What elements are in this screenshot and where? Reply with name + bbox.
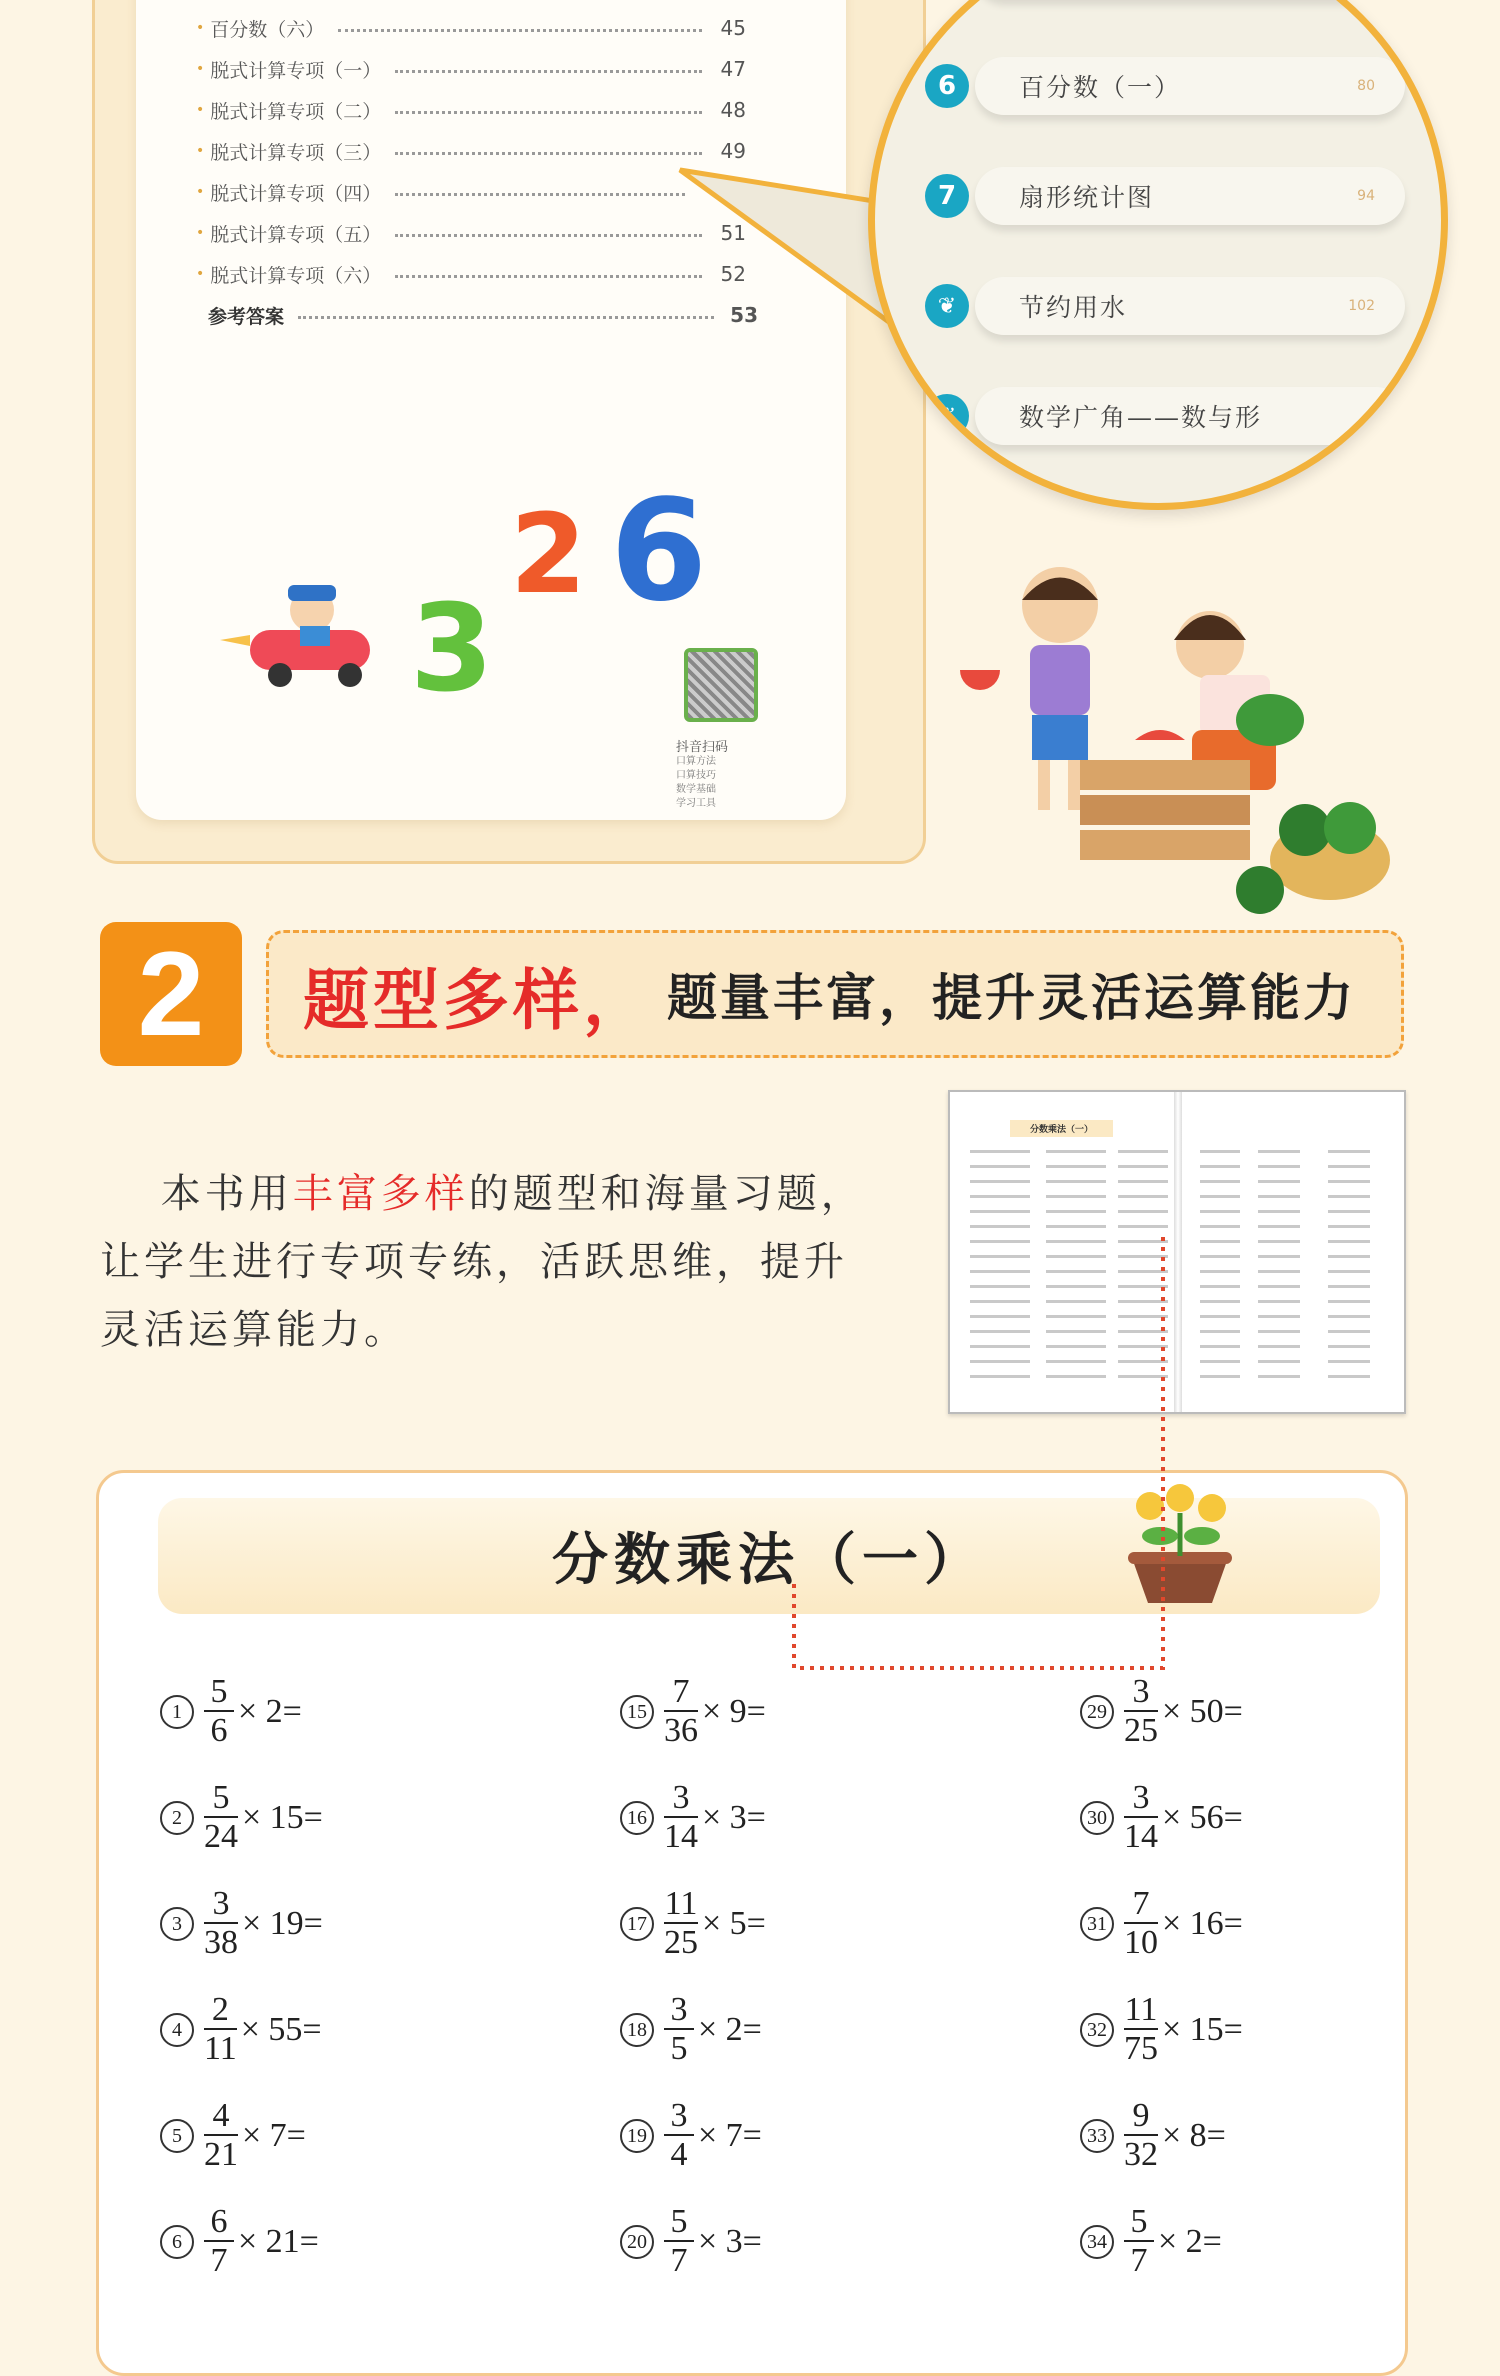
mini-problem-line xyxy=(970,1255,1030,1258)
problem-item xyxy=(1080,1990,1243,2070)
problem-item xyxy=(1080,1672,1243,1752)
magnifier-circle xyxy=(868,0,1448,510)
mini-problem-line xyxy=(1046,1195,1106,1198)
fraction-numerator: 11 xyxy=(664,1885,698,1922)
book-fold xyxy=(1174,1092,1182,1412)
bullet-icon: • xyxy=(196,266,205,282)
mini-problem-line xyxy=(1328,1270,1370,1273)
problem-number: 30 xyxy=(1080,1801,1114,1835)
problem-number: 2 xyxy=(160,1801,194,1835)
problem-item xyxy=(1080,2096,1226,2176)
mini-problem-line xyxy=(1046,1255,1106,1258)
number-6-icon: 6 xyxy=(610,470,708,633)
magnifier-row-title: 扇形统计图 xyxy=(1019,183,1155,212)
problem-number: 3 xyxy=(160,1907,194,1941)
problem-item xyxy=(620,2202,762,2282)
mini-problem-line xyxy=(1258,1345,1300,1348)
mini-problem-line xyxy=(1258,1165,1300,1168)
toc-item-page: 52 xyxy=(720,262,746,286)
fraction-denominator: 25 xyxy=(664,1924,698,1961)
mini-problem-line xyxy=(1046,1345,1106,1348)
fraction-denominator: 7 xyxy=(1130,2242,1148,2279)
mini-problem-line xyxy=(970,1330,1030,1333)
mini-problem-line xyxy=(1258,1300,1300,1303)
qr-feature-list xyxy=(676,755,766,811)
mini-problem-line xyxy=(970,1315,1030,1318)
mini-problem-line xyxy=(970,1300,1030,1303)
bullet-icon: • xyxy=(196,61,205,77)
mini-problem-line xyxy=(1118,1255,1168,1258)
mini-problem-line xyxy=(1118,1345,1168,1348)
mini-problem-line xyxy=(1258,1360,1300,1363)
mini-problem-line xyxy=(970,1240,1030,1243)
flower-pot-icon xyxy=(1120,1478,1240,1608)
mini-problem-line xyxy=(970,1285,1030,1288)
fraction-denominator: 5 xyxy=(670,2030,688,2067)
problem-item xyxy=(620,1990,762,2070)
fraction-denominator: 21 xyxy=(204,2136,238,2173)
fraction-denominator: 11 xyxy=(204,2030,237,2067)
fraction xyxy=(204,1780,238,1856)
toc-item-page: 49 xyxy=(720,139,746,163)
fraction-numerator: 3 xyxy=(672,1779,690,1816)
mini-problem-line xyxy=(1200,1240,1240,1243)
intro-text-2: 的题型和海量习题，让学生进行专项专练，活跃思维，提升灵活运算能力。 xyxy=(100,1171,865,1353)
mini-problem-line xyxy=(1046,1210,1106,1213)
mini-problem-line xyxy=(1118,1285,1168,1288)
problem-expression: × 3= xyxy=(698,2223,762,2260)
fraction-numerator: 3 xyxy=(1132,1673,1150,1710)
number-3-icon: 3 xyxy=(410,580,494,719)
mini-problem-line xyxy=(1046,1285,1106,1288)
magnifier-row-page: 102 xyxy=(1348,298,1375,314)
mini-problem-line xyxy=(1118,1360,1168,1363)
fraction-denominator: 14 xyxy=(664,1818,698,1855)
fraction-numerator: 3 xyxy=(1132,1779,1150,1816)
fraction xyxy=(1124,1674,1158,1750)
number-2-icon: 2 xyxy=(510,490,587,618)
fraction-numerator: 9 xyxy=(1132,2097,1150,2134)
problem-item xyxy=(160,2096,306,2176)
mini-problem-line xyxy=(1258,1240,1300,1243)
mini-problem-line xyxy=(1118,1225,1168,1228)
magnifier-row-title: 节约用水 xyxy=(1019,293,1128,322)
fraction xyxy=(204,1992,237,2068)
fraction xyxy=(1124,2204,1154,2280)
fraction-numerator: 11 xyxy=(1124,1991,1158,2028)
mini-problem-line xyxy=(1328,1165,1370,1168)
problem-expression: × 56= xyxy=(1162,1799,1243,1836)
mini-problem-line xyxy=(1200,1165,1240,1168)
mini-problem-line xyxy=(1258,1195,1300,1198)
fraction-denominator: 14 xyxy=(1124,1818,1158,1855)
fraction-numerator: 7 xyxy=(1132,1885,1150,1922)
mini-problem-line xyxy=(1328,1195,1370,1198)
problem-expression: × 5= xyxy=(702,1905,766,1942)
mini-problem-line xyxy=(970,1270,1030,1273)
problem-number: 33 xyxy=(1080,2119,1114,2153)
problem-item xyxy=(620,1778,766,1858)
worksheet-title: 分数乘法（一） xyxy=(552,1528,986,1593)
problem-number: 5 xyxy=(160,2119,194,2153)
fraction-numerator: 6 xyxy=(210,2203,228,2240)
fraction xyxy=(204,2204,234,2280)
mini-problem-line xyxy=(1200,1375,1240,1378)
toc-item-title: 脱式计算专项（四） xyxy=(210,182,382,205)
mini-problem-line xyxy=(970,1360,1030,1363)
problem-item xyxy=(1080,1778,1243,1858)
mini-problem-line xyxy=(1328,1375,1370,1378)
mini-problem-line xyxy=(1328,1315,1370,1318)
problem-number: 29 xyxy=(1080,1695,1114,1729)
problem-number: 6 xyxy=(160,2225,194,2259)
mini-problem-line xyxy=(1328,1300,1370,1303)
mini-problem-line xyxy=(1046,1150,1106,1153)
fraction xyxy=(1124,1992,1158,2068)
mini-problem-line xyxy=(1046,1270,1106,1273)
fraction-numerator: 5 xyxy=(212,1779,230,1816)
problem-item xyxy=(620,1672,766,1752)
mini-problem-line xyxy=(1328,1240,1370,1243)
mini-problem-line xyxy=(1046,1330,1106,1333)
problem-number: 17 xyxy=(620,1907,654,1941)
mini-problem-line xyxy=(1200,1285,1240,1288)
mini-problem-line xyxy=(1046,1165,1106,1168)
toc-item-title: 脱式计算专项（五） xyxy=(210,223,382,246)
bullet-icon: • xyxy=(196,225,205,241)
problem-number: 20 xyxy=(620,2225,654,2259)
toc-item-title: 脱式计算专项（一） xyxy=(210,59,382,82)
problem-item xyxy=(620,1884,766,1964)
problem-number: 1 xyxy=(160,1695,194,1729)
fraction xyxy=(1124,1886,1158,1962)
mini-problem-line xyxy=(1200,1195,1240,1198)
problem-expression: × 19= xyxy=(242,1905,323,1942)
mini-problem-line xyxy=(1200,1255,1240,1258)
problem-item xyxy=(160,1672,302,1752)
fraction-numerator: 5 xyxy=(670,2203,688,2240)
mini-problem-line xyxy=(1258,1285,1300,1288)
mini-problem-line xyxy=(1328,1345,1370,1348)
number-characters-illustration xyxy=(220,470,740,740)
problem-number: 31 xyxy=(1080,1907,1114,1941)
mini-problem-line xyxy=(1118,1315,1168,1318)
mini-problem-line xyxy=(1200,1300,1240,1303)
problem-expression: × 21= xyxy=(238,2223,319,2260)
fraction-denominator: 36 xyxy=(664,1712,698,1749)
intro-highlight: 丰富多样 xyxy=(292,1171,469,1217)
problem-item xyxy=(1080,2202,1222,2282)
mini-problem-line xyxy=(1046,1315,1106,1318)
qr-feature-item: 数学基础 xyxy=(676,784,716,795)
chapter-number-badge: 7 xyxy=(925,174,969,218)
problem-item xyxy=(160,1778,323,1858)
problem-expression: × 15= xyxy=(242,1799,323,1836)
problem-item xyxy=(1080,1884,1243,1964)
problem-expression: × 8= xyxy=(1162,2117,1226,2154)
toc-item-title: 脱式计算专项（二） xyxy=(210,100,382,123)
bullet-icon: • xyxy=(196,184,205,200)
fraction xyxy=(664,2204,694,2280)
mini-problem-line xyxy=(1118,1150,1168,1153)
magnifier-row-title: 百分数（一） xyxy=(1019,73,1182,102)
mini-problem-line xyxy=(1328,1255,1370,1258)
fraction-denominator: 6 xyxy=(210,1712,228,1749)
intro-paragraph xyxy=(100,1160,870,1364)
toc-item-page: 51 xyxy=(720,221,746,245)
problem-number: 4 xyxy=(160,2013,194,2047)
mini-page-title: 分数乘法（一） xyxy=(1010,1120,1113,1137)
mini-problem-line xyxy=(1046,1240,1106,1243)
fraction xyxy=(664,1886,698,1962)
fraction-denominator: 4 xyxy=(670,2136,688,2173)
problem-item xyxy=(160,2202,319,2282)
mini-problem-line xyxy=(1046,1300,1106,1303)
mini-problem-line xyxy=(1258,1150,1300,1153)
problem-expression: × 50= xyxy=(1162,1693,1243,1730)
magnifier-row-page: 94 xyxy=(1357,188,1375,204)
toc-item-page: 53 xyxy=(730,303,758,327)
mini-problem-line xyxy=(1118,1195,1168,1198)
fraction xyxy=(664,1674,698,1750)
problem-expression: × 2= xyxy=(698,2011,762,2048)
qr-code-image[interactable] xyxy=(684,648,758,722)
magnifier-row-page: 80 xyxy=(1357,78,1375,94)
mini-problem-line xyxy=(1118,1210,1168,1213)
mini-problem-line xyxy=(1200,1330,1240,1333)
problem-item xyxy=(160,1884,323,1964)
magnifier-row-title: 数学广角——数与形 xyxy=(1019,403,1263,432)
mini-problem-line xyxy=(1258,1315,1300,1318)
mini-problem-line xyxy=(970,1180,1030,1183)
problem-number: 32 xyxy=(1080,2013,1114,2047)
sprout-icon: ❦ xyxy=(925,394,969,438)
mini-problem-line xyxy=(970,1225,1030,1228)
fraction-denominator: 10 xyxy=(1124,1924,1158,1961)
qr-caption: 抖音扫码 xyxy=(676,740,729,755)
mini-problem-line xyxy=(1200,1315,1240,1318)
mini-problem-line xyxy=(970,1345,1030,1348)
fraction xyxy=(1124,2098,1158,2174)
toc-item-page: 48 xyxy=(720,98,746,122)
mini-problem-line xyxy=(1200,1210,1240,1213)
problem-expression: × 15= xyxy=(1162,2011,1243,2048)
fraction-numerator: 2 xyxy=(211,1991,229,2028)
fraction-denominator: 25 xyxy=(1124,1712,1158,1749)
mini-problem-line xyxy=(1118,1180,1168,1183)
fraction-numerator: 7 xyxy=(672,1673,690,1710)
problem-expression: × 2= xyxy=(1158,2223,1222,2260)
fraction-denominator: 7 xyxy=(210,2242,228,2279)
problem-expression: × 7= xyxy=(242,2117,306,2154)
problem-expression: × 7= xyxy=(698,2117,762,2154)
problem-item xyxy=(620,2096,762,2176)
mini-problem-line xyxy=(1200,1225,1240,1228)
fraction-numerator: 5 xyxy=(210,1673,228,1710)
mini-problem-line xyxy=(1046,1375,1106,1378)
mini-problem-line xyxy=(1258,1210,1300,1213)
intro-text-1: 本书用 xyxy=(160,1171,293,1217)
mini-problem-line xyxy=(1046,1180,1106,1183)
toc-item-title: 脱式计算专项（六） xyxy=(210,264,382,287)
boy-in-car-icon xyxy=(220,580,390,690)
qr-feature-item: 口算技巧 xyxy=(676,770,716,781)
fraction-denominator: 24 xyxy=(204,1818,238,1855)
fraction xyxy=(664,1780,698,1856)
mini-problem-line xyxy=(1200,1270,1240,1273)
mini-problem-line xyxy=(970,1210,1030,1213)
toc-item-title: 百分数（六） xyxy=(210,18,325,41)
fraction-denominator: 38 xyxy=(204,1924,238,1961)
mini-problem-line xyxy=(1200,1180,1240,1183)
mini-problem-line xyxy=(1258,1330,1300,1333)
fraction xyxy=(204,1886,238,1962)
fraction xyxy=(664,2098,694,2174)
qr-feature-item: 口算方法 xyxy=(676,756,716,767)
problem-number: 19 xyxy=(620,2119,654,2153)
fraction-numerator: 3 xyxy=(670,1991,688,2028)
fraction-numerator: 5 xyxy=(1130,2203,1148,2240)
mini-problem-line xyxy=(1200,1360,1240,1363)
toc-item-title: 脱式计算专项（三） xyxy=(210,141,382,164)
toc-item-title: 参考答案 xyxy=(208,305,285,328)
mini-problem-line xyxy=(1258,1255,1300,1258)
bullet-icon: • xyxy=(196,102,205,118)
section-banner xyxy=(266,930,1404,1058)
magnifier-row xyxy=(937,167,1405,225)
mini-problem-line xyxy=(1328,1180,1370,1183)
magnifier-row xyxy=(937,277,1405,335)
mini-problem-line xyxy=(1328,1330,1370,1333)
chapter-number-badge: 6 xyxy=(925,64,969,108)
mini-problem-line xyxy=(1200,1345,1240,1348)
mini-problem-line xyxy=(1200,1150,1240,1153)
problem-number: 18 xyxy=(620,2013,654,2047)
mini-problem-line xyxy=(1118,1165,1168,1168)
fraction xyxy=(664,1992,694,2068)
fraction-numerator: 3 xyxy=(670,2097,688,2134)
mini-problem-line xyxy=(1118,1270,1168,1273)
fraction-numerator: 3 xyxy=(212,1885,230,1922)
mini-problem-line xyxy=(1328,1210,1370,1213)
mini-problem-line xyxy=(1258,1270,1300,1273)
problem-item xyxy=(160,1990,322,2070)
bullet-icon: • xyxy=(196,143,205,159)
mini-problem-line xyxy=(1328,1225,1370,1228)
problem-expression: × 9= xyxy=(702,1693,766,1730)
toc-item-page: 45 xyxy=(720,16,746,40)
mini-problem-line xyxy=(1258,1375,1300,1378)
mini-problem-line xyxy=(1258,1225,1300,1228)
mini-problem-line xyxy=(970,1150,1030,1153)
fraction xyxy=(204,1674,234,1750)
mini-problem-line xyxy=(1046,1360,1106,1363)
toc-item-page: 47 xyxy=(720,57,746,81)
problem-expression: × 16= xyxy=(1162,1905,1243,1942)
fraction-denominator: 7 xyxy=(670,2242,688,2279)
fraction xyxy=(1124,1780,1158,1856)
problem-expression: × 3= xyxy=(702,1799,766,1836)
mini-problem-line xyxy=(1118,1375,1168,1378)
bullet-icon: • xyxy=(196,20,205,36)
magnifier-row xyxy=(937,57,1405,115)
mini-problem-line xyxy=(1328,1150,1370,1153)
section-title-rest: 题量丰富，提升灵活运算能力 xyxy=(667,969,1356,1027)
fraction-denominator: 75 xyxy=(1124,2030,1158,2067)
section-title-highlight: 题型多样， xyxy=(303,961,653,1039)
fraction-denominator: 32 xyxy=(1124,2136,1158,2173)
problem-number: 15 xyxy=(620,1695,654,1729)
mini-problem-line xyxy=(1328,1285,1370,1288)
mini-problem-line xyxy=(1118,1330,1168,1333)
problem-number: 16 xyxy=(620,1801,654,1835)
mini-problem-line xyxy=(970,1195,1030,1198)
fraction xyxy=(204,2098,238,2174)
mini-problem-line xyxy=(1118,1240,1168,1243)
mini-problem-line xyxy=(970,1375,1030,1378)
fraction-numerator: 4 xyxy=(212,2097,230,2134)
problem-expression: × 2= xyxy=(238,1693,302,1730)
mini-problem-line xyxy=(1046,1225,1106,1228)
problem-expression: × 55= xyxy=(240,2011,322,2048)
kids-watermelon-illustration xyxy=(960,560,1420,940)
problem-number: 34 xyxy=(1080,2225,1114,2259)
magnifier-row xyxy=(937,387,1405,445)
sprout-icon: ❦ xyxy=(925,284,969,328)
mini-problem-line xyxy=(970,1165,1030,1168)
mini-book-spread xyxy=(948,1090,1406,1414)
mini-problem-line xyxy=(1118,1300,1168,1303)
mini-problem-line xyxy=(1258,1180,1300,1183)
mini-problem-line xyxy=(1328,1360,1370,1363)
qr-code-block xyxy=(676,648,766,818)
section-number-badge: 2 xyxy=(100,922,242,1066)
qr-feature-item: 学习工具 xyxy=(676,798,716,809)
